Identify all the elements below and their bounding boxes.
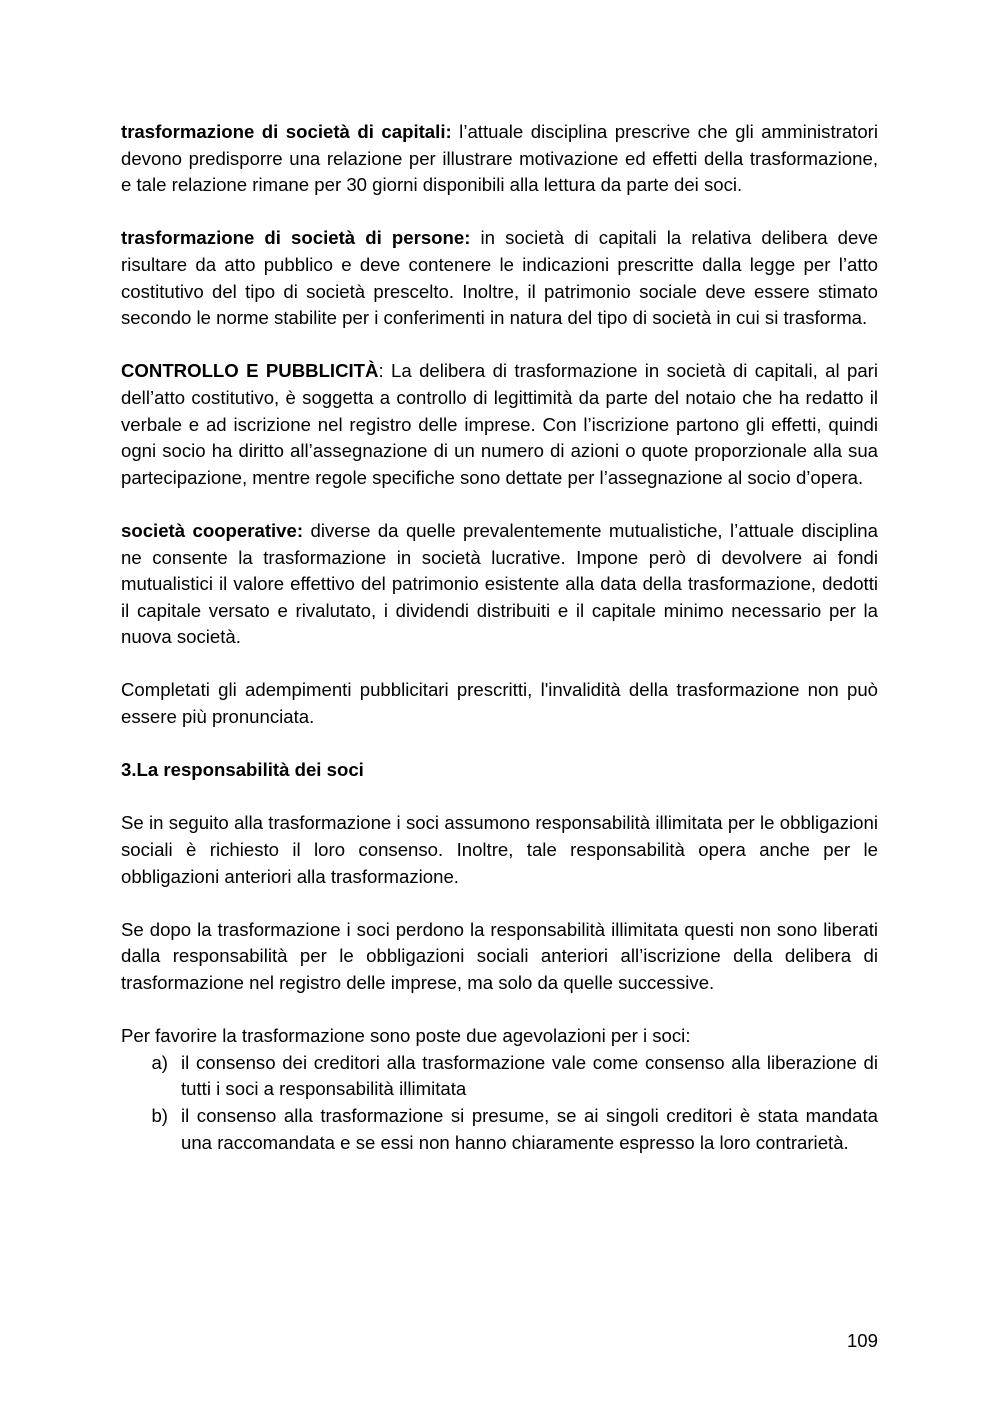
paragraph-control-publicity <box>121 358 878 491</box>
paragraph-text: l’attuale disciplina prescrive che gli amministratori devono predisporre una relazione per illustrare motivazione ed effetti della trasformazione, e tale relazione rimane per 30 giorni disponibili alla lettura da parte dei soci. <box>121 121 879 196</box>
list-item-text: il consenso dei creditori alla trasformazione vale come consenso alla liberazione di tutti i soci a responsabilità illimitata <box>181 1051 878 1100</box>
paragraph-partnerships <box>121 225 878 331</box>
page-body <box>121 119 878 1156</box>
list-marker: a) <box>151 1051 168 1073</box>
paragraph-capital-companies <box>121 119 878 199</box>
paragraph-lead: trasformazione di società di capitali: <box>121 121 452 142</box>
paragraph-text: diverse da quelle prevalentemente mutualistiche, l’attuale disciplina ne consente la trasformazione in società lucrative. Impone però di devolvere ai fondi mutualistici il valore effettivo del patrimonio esistente alla data della trasformazione, dedotti il capitale versato e rivalutato, i dividendi distribuiti e il capitale minimo necessario per la nuova società. <box>121 519 878 648</box>
paragraph-lead: trasformazione di società di persone: <box>121 227 471 249</box>
paragraph-unlimited-liability: Se in seguito alla trasformazione i soci assumono responsabilità illimitata per le obbligazioni sociali è richiesto il loro consenso. Inoltre, tale responsabilità opera anche per le obbligazioni anteriori alla trasformazione. <box>121 812 878 887</box>
list-item <box>121 1050 878 1103</box>
page-number: 109 <box>846 1330 878 1351</box>
paragraph-lead: società cooperative: <box>121 519 304 541</box>
paragraph-loss-of-liability: Se dopo la trasformazione i soci perdono la responsabilità illimitata questi non sono liberati dalla responsabilità per le obbligazioni sociali anteriori all’iscrizione della delibera di trasformazione nel registro delle imprese, ma solo da quelle successive. <box>121 918 878 993</box>
list-marker: b) <box>151 1104 168 1126</box>
paragraph-text: in società di capitali la relativa delibera deve risultare da atto pubblico e deve contenere le indicazioni prescritte dalla legge per l’atto costitutivo del tipo di società prescelto. Inoltre, il patrimonio sociale deve essere stimato secondo le norme stabilite per i conferimenti in natura del tipo di società in cui si trasforma. <box>121 227 878 329</box>
benefits-list <box>121 1050 878 1156</box>
paragraph-lead: CONTROLLO E PUBBLICITÀ <box>121 360 379 382</box>
paragraph-cooperatives <box>121 518 878 651</box>
paragraph-text: : La delibera di trasformazione in società di capitali, al pari dell’atto costitutivo, è soggetta a controllo di legittimità da parte del notaio che ha redatto il verbale e ad iscrizione nel registro delle imprese. Con l’iscrizione partono gli effetti, quindi ogni socio ha diritto all’assegnazione di un numero di azioni o quote proporzionale alla sua partecipazione, mentre regole specifiche sono dettate per l’assegnazione al socio d’opera. <box>121 360 878 488</box>
list-item-text: il consenso alla trasformazione si presume, se ai singoli creditori è stata mandata una raccomandata e se essi non hanno chiaramente espresso la loro contrarietà. <box>181 1104 878 1153</box>
list-intro: Per favorire la trasformazione sono poste due agevolazioni per i soci: <box>121 1025 691 1047</box>
section-heading: 3.La responsabilità dei soci <box>121 759 364 781</box>
paragraph-text: Completati gli adempimenti pubblicitari prescritti, l'invalidità della trasformazione non può essere più pronunciata. <box>121 679 878 728</box>
list-item <box>121 1103 878 1156</box>
paragraph-invalidity <box>121 677 878 730</box>
